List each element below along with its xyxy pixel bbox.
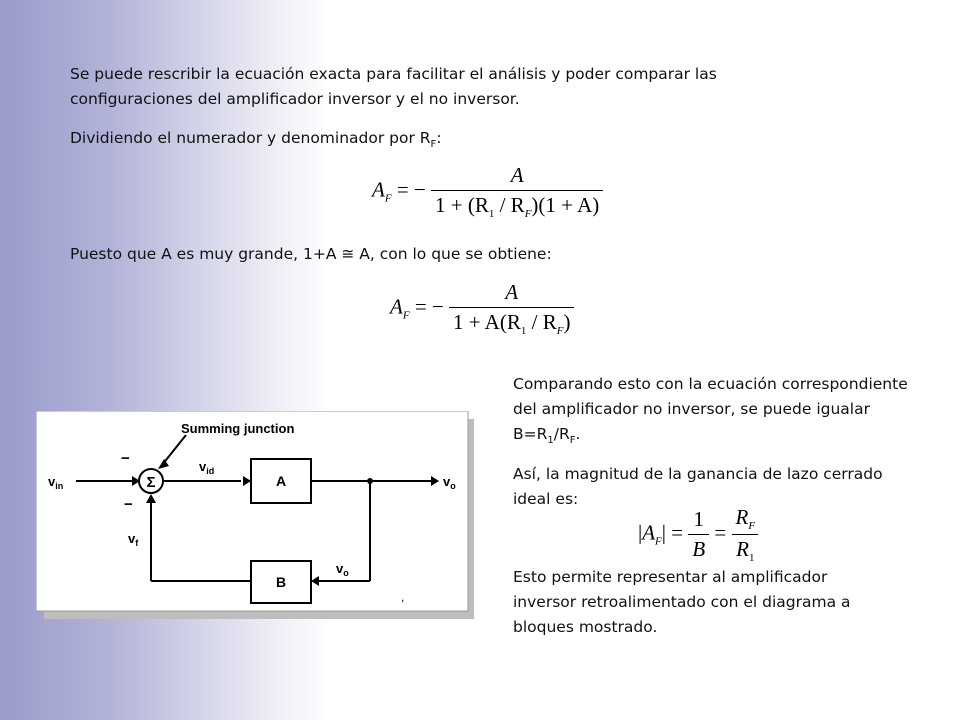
minus-sign-top: − (121, 450, 130, 467)
equation-approx-gain: $A_F$ = − $\frac{A}{1 + A(R_1 / R_F)}$ (390, 280, 574, 337)
equation-exact-gain: $A_F$ = − $\frac{A}{1 + (R_1 / R_F)(1 + A)}$ (372, 163, 603, 220)
vf-label: $v_f$ (128, 531, 139, 548)
conclusion-paragraph: Esto permite representar al amplificador inversor retroalimentado con el diagrama a bloques mostrado. (513, 568, 851, 636)
approximation-paragraph: Puesto que A es muy grande, 1+A ≅ A, con lo que se obtiene: (70, 245, 552, 263)
vo-output-label: $v_o$ (443, 474, 456, 491)
minus-sign-bottom: − (124, 496, 133, 513)
divide-paragraph: Dividiendo el numerador y denominador por $R_F$: (70, 129, 442, 151)
block-a-label: A (275, 473, 287, 489)
vid-label: $v_{id}$ (199, 459, 215, 476)
vo-feedback-label: $v_o$ (336, 561, 349, 578)
intro-paragraph: Se puede rescribir la ecuación exacta para facilitar el análisis y poder comparar las configuraciones del amplificador inversor y el no inversor. (70, 65, 717, 108)
gain-paragraph: Así, la magnitud de la ganancia de lazo cerrado ideal es: (513, 465, 883, 508)
block-diagram (36, 411, 476, 621)
sigma-symbol: Σ (146, 474, 156, 491)
summing-junction-label: Summing junction (181, 421, 295, 436)
equation-ideal-gain: $|A_F|$ = $\frac{1}{B}$ = $\frac{R_F}{R_1}$ (638, 505, 759, 564)
comparison-paragraph: Comparando esto con la ecuación correspondiente del amplificador no inversor, se puede igualar $B=R_1/R_F$. (513, 375, 908, 447)
block-b-label: B (275, 574, 287, 590)
vin-label: $v_{in}$ (48, 474, 64, 491)
tick-mark: , (401, 590, 405, 604)
